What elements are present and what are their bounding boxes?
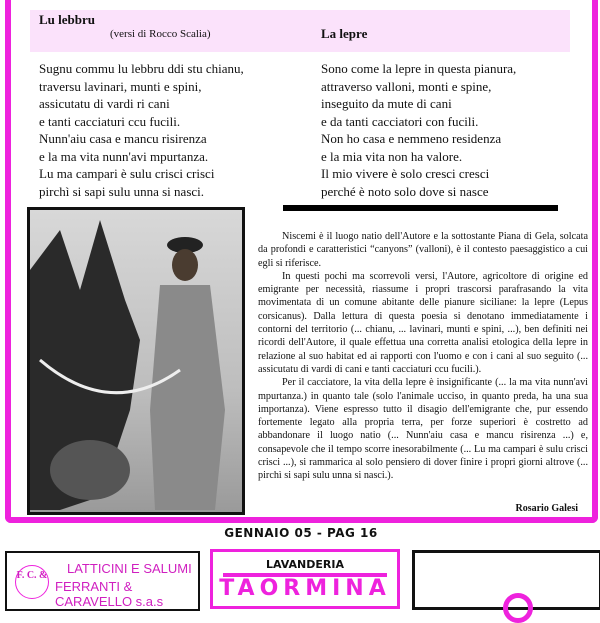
- poem-line: attraverso valloni, monti e spine,: [321, 78, 492, 94]
- article-author: Rosario Galesi: [515, 503, 578, 514]
- ad-third[interactable]: [412, 550, 600, 610]
- poem-line: Non ho casa e nemmeno residenza: [321, 131, 502, 146]
- ad-line: LATTICINI E SALUMI: [67, 561, 192, 576]
- poem-title-sicilian: Lu lebbru: [39, 12, 95, 27]
- ad-logo: F. C. &: [15, 565, 49, 599]
- photo-man-with-donkey: [27, 207, 245, 515]
- poem-line: Lu ma campari è sulu crisci crisci: [39, 166, 215, 181]
- ad-latticini[interactable]: [5, 551, 200, 611]
- page-caption: GENNAIO 05 - PAG 16: [187, 526, 415, 544]
- poem-line: e da tanti cacciatori con fucili.: [321, 113, 479, 129]
- ad-line: FERRANTI & CARAVELLO s.a.s: [55, 579, 164, 609]
- poem-sicilian: [39, 60, 244, 200]
- poem-subtitle: (versi di Rocco Scalia): [110, 28, 211, 40]
- poem-line: inseguito da mute di cani: [321, 96, 452, 111]
- divider-bar: [283, 205, 558, 211]
- poem-line: e la ma vita nunn'avi mpurtanza.: [39, 148, 209, 164]
- ad-brand: TAORMINA: [219, 576, 391, 601]
- article-paragraph: In questi pochi ma scorrevoli versi, l'Autore, agricoltore di origine ed emigrante per necessità, riassume i propri trascorsi parafrasando la vita movimentata di un comune abitante delle pianure siciliane: la lepre (Lepus corsicanus). Dalla lettura di questa poesia si denotano immediatamente i contorni del territorio (... chianu, ... lavinari, munti e spini, ...), ben definiti nei ricordi dell'Autore, il quale effettua una corretta analisi etologica della lepre in relazione al suo habitat ed ai rapporti con l'uomo e con i cani al suo seguito (... assicutatu di vardi di cani e tanti cacciaturi ccu fucili.).: [258, 270, 588, 375]
- poem-line: Nunn'aiu casa e mancu risirenza: [39, 131, 207, 146]
- poem-line: Sono come la lepre in questa pianura,: [321, 61, 517, 76]
- poem-line: assicutatu di vardi ri cani: [39, 96, 170, 111]
- ad-lavanderia[interactable]: [210, 549, 400, 609]
- poem-title-italian: La lepre: [321, 26, 368, 41]
- poem-line: e tanti cacciaturi ccu fucili.: [39, 113, 181, 129]
- poem-line: Il mio vivere è solo cresci cresci: [321, 166, 490, 181]
- poem-line: traversu lavinari, munti e spini,: [39, 78, 202, 94]
- ad-line: LAVANDERIA: [266, 558, 344, 571]
- poem-italian: [321, 60, 516, 200]
- poem-line: pirchì si sapi sulu unna si nasci.: [39, 183, 205, 199]
- article-paragraph: Per il cacciatore, la vita della lepre è insignificante (... la ma vita nunn'avi mpurtanza.) in quanto tale (solo l'animale ucciso, in quanto preda, ha una sua importanza). Viene espresso tutto il disagio dell'emigrante che, pur essendo fortemente legato alla propria terra, per forze superiori è costretto ad abbandonare il luogo natio (... Nunn'aiu casa e mancu risirenza ...) e, consapevole che il tempo scorre inesorabilmente (... Lu ma campari è sulu crisci crisci ...), si rammarica al solo pensiero di dover finire i propri giorni altrove (... pirchì si sapi sulu unna si nasci.).: [258, 377, 588, 482]
- article-text: [258, 230, 588, 483]
- poem-line: Sugnu commu lu lebbru ddi stu chianu,: [39, 61, 244, 76]
- poem-line: e la mia vita non ha valore.: [321, 148, 463, 164]
- article-paragraph: Niscemi è il luogo natio dell'Autore e la sottostante Piana di Gela, solcata da profondi e caratteristici “canyons” (valloni), è il contesto paesaggistico a cui egli si riferisce.: [258, 231, 588, 269]
- poem-line: perché è noto solo dove si nasce: [321, 183, 489, 199]
- ad-circle-logo: [503, 593, 533, 623]
